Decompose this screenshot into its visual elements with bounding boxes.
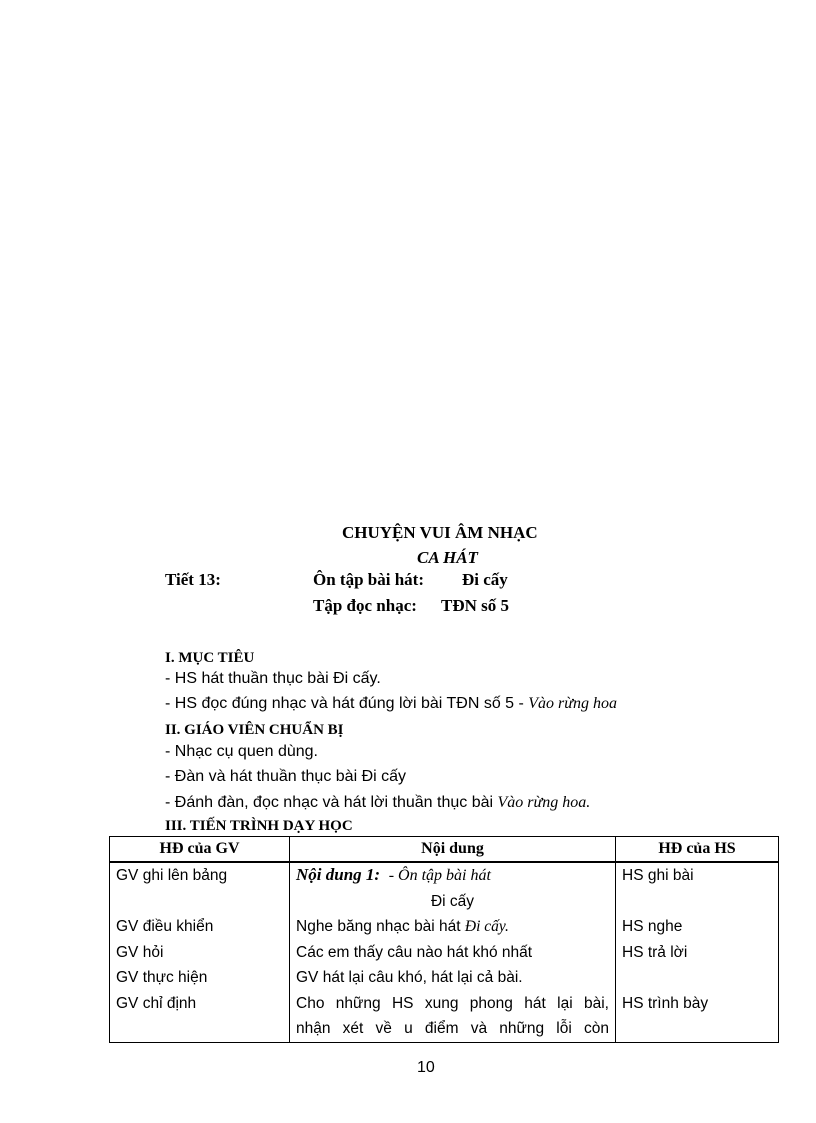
page-number: 10 [417,1059,435,1076]
table-row [110,862,779,889]
content-cell: GV hát lại câu khó, hát lại cả bài. [290,965,616,991]
lesson-label: Tiết 13: [165,570,221,589]
reading-value: TĐN số 5 [441,596,510,615]
content-cell: nhận xét về u điểm và những lỗi còn [290,1016,616,1042]
content-cell [290,889,616,915]
table-row [110,991,779,1017]
student-cell: HS trình bày [616,991,779,1017]
review-label: Ôn tập bài hát: [313,570,424,589]
preparation-text: - Đánh đàn, đọc nhạc và hát lời thuần thục bài [165,794,498,811]
objective-line [165,695,617,713]
section-heading-preparation: II. GIÁO VIÊN CHUẨN BỊ [165,722,344,738]
content-sub: - Ôn tập bài hát [388,867,491,885]
objective-text: - HS đọc đúng nhạc và hát đúng lời bài TĐN số 5 - [165,695,529,712]
reading-label: Tập đọc nhạc: [313,596,417,615]
lesson-table [109,836,779,1043]
content-cell: Cho những HS xung phong hát lại bài, [290,991,616,1017]
teacher-cell: GV ghi lên bảng [110,862,290,889]
table-row [110,889,779,915]
table-row [110,940,779,966]
document-title: CHUYỆN VUI ÂM NHẠC [342,523,538,542]
student-cell: HS ghi bài [616,862,779,889]
content-cell [290,914,616,940]
table-row [110,914,779,940]
student-cell [616,1016,779,1042]
preparation-line [165,794,590,812]
section-heading-objectives: I. MỤC TIÊU [165,650,255,666]
song-title: Đi cấy [430,892,475,910]
column-header-content: Nội dung [290,837,616,863]
student-cell [616,965,779,991]
content-cell: Các em thấy câu nào hát khó nhất [290,940,616,966]
song-title: Vào rừng hoa. [497,794,591,811]
column-header-teacher: HĐ của GV [110,837,290,863]
teacher-cell [110,889,290,915]
student-cell: HS nghe [616,914,779,940]
table-row [110,1016,779,1042]
song-title: Vào rừng hoa [528,695,618,712]
section-heading-process: III. TIẾN TRÌNH DẠY HỌC [165,818,353,834]
teacher-cell: GV chỉ định [110,991,290,1017]
document-subtitle: CA HÁT [417,548,478,567]
review-song: Đi cấy [462,570,508,589]
content-cell [290,862,616,889]
preparation-line: - Nhạc cụ quen dùng. [165,743,318,760]
column-header-student: HĐ của HS [616,837,779,863]
student-cell [616,889,779,915]
song-title: Đi cấy. [464,918,509,936]
teacher-cell [110,1016,290,1042]
preparation-line: - Đàn và hát thuần thục bài Đi cấy [165,768,407,785]
table-header-row [110,837,779,863]
content-label: Nội dung 1: [296,865,381,885]
teacher-cell: GV hỏi [110,940,290,966]
table-row [110,965,779,991]
teacher-cell: GV điều khiển [110,914,290,940]
student-cell: HS trả lời [616,940,779,966]
teacher-cell: GV thực hiện [110,965,290,991]
content-text: Nghe băng nhạc bài hát [296,918,465,936]
objective-line: - HS hát thuần thục bài Đi cấy. [165,670,381,687]
